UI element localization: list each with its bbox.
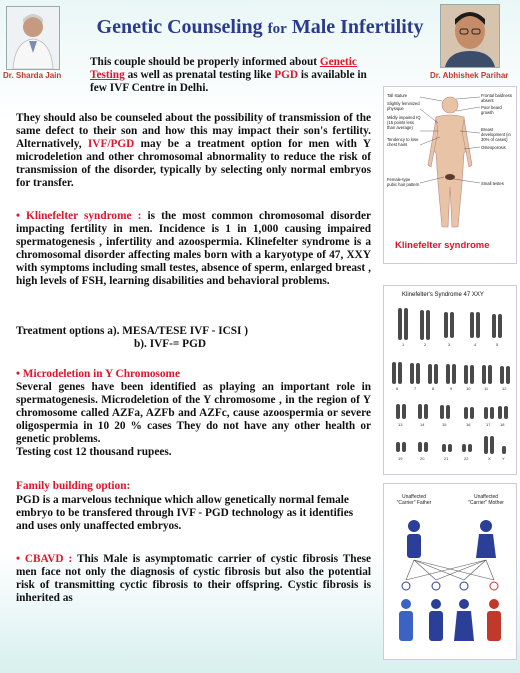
counseling-paragraph [16,112,371,190]
klinefelter-figure [383,86,517,264]
intro-text-1: This couple should be properly informed about [90,56,320,68]
svg-text:1: 1 [402,342,405,347]
label-pubic-hair: Female-type pubic hair pattern [387,177,420,187]
mother-label: Unaffected "Carrier" Mother [468,494,504,506]
label-testes: Small testes [481,181,504,186]
counseling-text-2: may be a treatment option for men with Y microdeletion and other chromosomal abnormality to reduce the risk of transmission of the disorder, typically by selecting only normal embryos for transfer. [16,138,371,189]
doctor-photo-left [6,6,60,70]
treatment-option-a: Treatment options a). MESA/TESE IVF - ICSI ) [16,325,249,337]
title-part-b: Male Infertility [291,16,424,38]
svg-text:16: 16 [466,422,471,427]
svg-text:2: 2 [424,342,427,347]
svg-text:15: 15 [442,422,447,427]
microdeletion-heading: • Microdeletion in Y Chromosome [16,368,180,380]
microdeletion-text: Several genes have been identified as playing an important role in spermatogenesis. Microdeletion of the Y chromosome , in the region of Y chromosome called AZFa, AZFb and AZFc, cause azoospermia or severe oligospermia in 10 20 % cases They do not have any other health or genetic problems. [16,381,371,445]
label-breast: Breast development (in 30% of cases) [481,127,511,142]
father-figure [407,520,421,558]
label-baldness: Frontal baldness absent [481,93,512,103]
testing-cost: Testing cost 12 thousand rupees. [16,446,172,458]
cbavd-text: This Male is asymptomatic carrier of cystic fibrosis These men face not only the diagnosis of cystic fibrosis but also the potential risk of transmitting cyctic fibrosis to their offspring. Cystic fibrosis is inherited as [16,553,372,604]
svg-text:8: 8 [432,386,435,391]
svg-text:10: 10 [466,386,471,391]
svg-text:X: X [488,456,491,461]
klinefelter-heading: • Klinefelter syndrome : [16,210,142,222]
genetic-testing-link[interactable]: Genetic Testing [90,56,357,81]
svg-text:20: 20 [420,456,425,461]
label-osteoporosis: Osteoporosis [481,145,506,150]
treatment-option-b: b). IVF-= PGD [134,338,207,350]
karyotype-title: Klinefelter's Syndrome 47 XXY [402,292,484,298]
svg-text:4: 4 [474,342,477,347]
cbavd-heading: • CBAVD : [16,553,73,565]
mother-figure [476,520,496,558]
doctor-name-right: Dr. Abhishek Parihar [430,71,509,80]
page-title [70,16,450,39]
svg-text:6: 6 [396,386,399,391]
svg-text:9: 9 [450,386,453,391]
family-heading: Family building option: [16,480,131,492]
svg-text:12: 12 [502,386,507,391]
svg-text:Y: Y [502,456,505,461]
svg-text:22: 22 [464,456,469,461]
treatment-options [16,325,371,351]
svg-text:21: 21 [444,456,449,461]
doctor-photo-right [440,4,500,68]
ivf-pgd-highlight: IVF/PGD [87,138,135,150]
karyotype-figure [383,285,517,475]
svg-text:17: 17 [486,422,491,427]
svg-text:3: 3 [448,342,451,347]
svg-text:19: 19 [398,456,403,461]
klinefelter-caption: Klinefelter syndrome [395,240,490,251]
title-for: for [267,21,287,37]
father-label: Unaffected "Carrier" Father [396,494,432,506]
counseling-text-1: They should also be counseled about the possibility of transmission of the same defect to their son and how this may impact their son's fertility. Alternatively, [16,112,371,150]
title-part-a: Genetic Counseling [96,16,263,38]
cbavd-paragraph [16,553,371,605]
microdeletion-paragraph [16,381,371,459]
karyotype-chromosomes [384,286,516,474]
intro-paragraph [90,56,375,95]
klinefelter-text: is the most common chromosomal disorder impacting fertility in men. Incidence is 1 in 1,000 causing impaired spermatogenesis , infertility and azoospermia. Klinefelter syndrome is a chromosomal disorder affecting males born with a karyotype of 47, XXY with symptoms including small testes, absence of sperm, enlarged breast , high levels of FSH, learning disabilities and behavioral problems. [16,210,371,287]
family-paragraph: PGD is a marvelous technique which allow genetically normal female embryo to be transfered through IVF - PGD technology as it identifies and uses only unaffected embryos. [16,494,354,532]
label-feminized: Slightly feminized physique [387,101,420,111]
svg-text:5: 5 [496,342,499,347]
svg-text:13: 13 [398,422,403,427]
label-beard: Poor beard growth [481,105,502,115]
svg-text:14: 14 [420,422,425,427]
svg-text:11: 11 [484,386,489,391]
pgd-highlight: PGD [274,69,299,81]
intro-text-2: as well as prenatal testing like [124,69,275,81]
klinefelter-paragraph [16,210,371,288]
inheritance-diagram [384,484,516,659]
doctor-name-left: Dr. Sharda Jain [3,71,62,80]
inheritance-figure [383,483,517,660]
svg-text:7: 7 [414,386,417,391]
label-chest-hair: Tendency to lose chest hairs [387,137,419,147]
label-iq: Mildly impaired IQ (15 points less than average) [387,115,421,130]
svg-text:18: 18 [500,422,505,427]
intro-text-3: is available in few IVF Centre in Delhi. [90,69,367,94]
label-tall-stature: Tall stature [387,93,408,98]
